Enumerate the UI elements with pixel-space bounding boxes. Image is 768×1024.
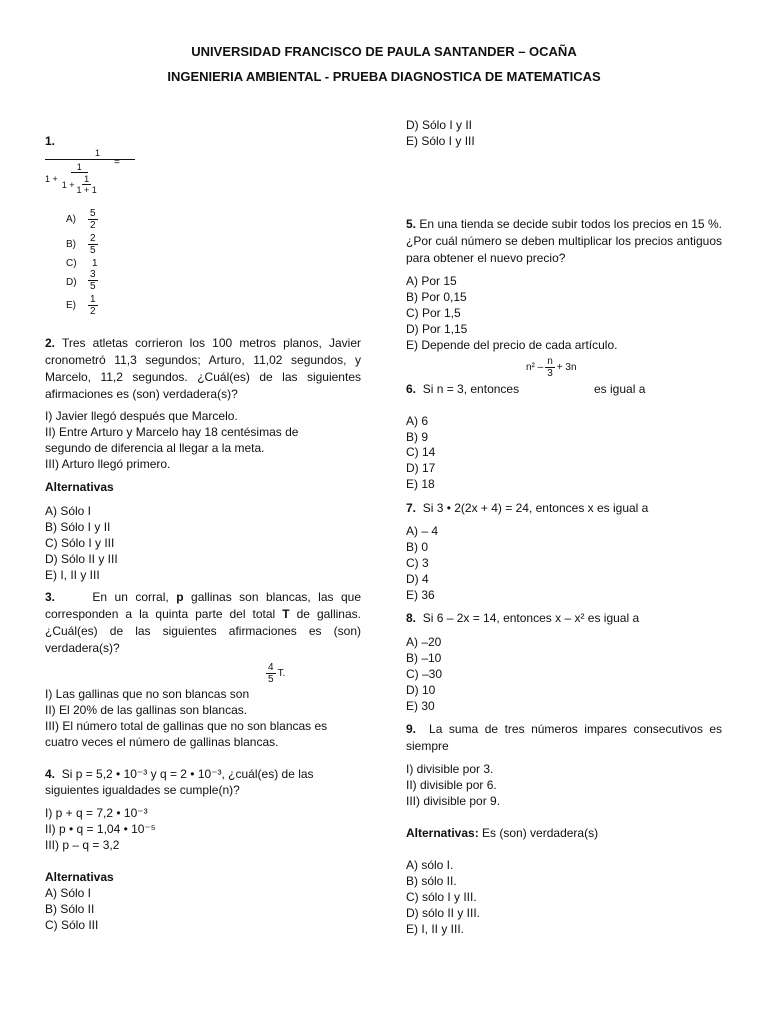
q7-option-c[interactable]: C) 3 xyxy=(406,556,429,570)
q1-option-b[interactable]: B) xyxy=(66,239,76,250)
q2-question: 2. Tres atletas corrieron los 100 metros planos, Javier cronometró 11,3 segundos; Arturo, 11,02 segundos, y Marcelo, 11,2 segundos. ¿Cuál(es) de las siguientes afirmaciones es (son) verdadera(s)? xyxy=(45,336,361,401)
q7-option-d[interactable]: D) 4 xyxy=(406,572,429,586)
q8-question: 8. Si 6 – 2x = 14, entonces x – x² es igual a xyxy=(406,611,640,625)
q1-option-a[interactable]: A) xyxy=(66,214,76,225)
q9-option-a[interactable]: A) sólo I. xyxy=(406,858,454,872)
q2-alternatives-title: Alternativas xyxy=(45,480,114,494)
q3-statement-1: I) Las gallinas que no son blancas son xyxy=(45,687,250,701)
q4-option-c[interactable]: C) Sólo III xyxy=(45,918,99,932)
q9-option-d[interactable]: D) sólo II y III. xyxy=(406,906,481,920)
q2-statement-3: III) Arturo llegó primero. xyxy=(45,457,171,471)
q1-option-d[interactable]: D) xyxy=(66,277,77,288)
q3-statement-3b: cuatro veces el número de gallinas blancas. xyxy=(45,735,279,749)
q2-statement-2b: segundo de diferencia al llegar a la meta. xyxy=(45,441,265,455)
q3-question: 3. En un corral, p gallinas son blancas, las que corresponden a la quinta parte del total T de gallinas. ¿Cuál(es) de las siguientes afirmaciones es (son) verdadera(s)? xyxy=(45,590,362,655)
q5-option-b[interactable]: B) Por 0,15 xyxy=(406,290,467,304)
q4-option-a[interactable]: A) Sólo I xyxy=(45,886,92,900)
q2-option-e[interactable]: E) I, II y III xyxy=(45,568,100,582)
q2-statement-1: I) Javier llegó después que Marcelo. xyxy=(45,409,238,423)
q6-option-c[interactable]: C) 14 xyxy=(406,445,436,459)
q8-option-b[interactable]: B) –10 xyxy=(406,651,442,665)
q8-option-a[interactable]: A) –20 xyxy=(406,635,442,649)
q3-statement-3a: III) El número total de gallinas que no son blancas es xyxy=(45,719,328,733)
q6-option-d[interactable]: D) 17 xyxy=(406,461,436,475)
q4-option-d[interactable]: D) Sólo I y II xyxy=(406,118,473,132)
q3-statement-2: II) El 20% de las gallinas son blancas. xyxy=(45,703,248,717)
q1-option-c[interactable]: C) xyxy=(66,258,77,269)
q8-option-e[interactable]: E) 30 xyxy=(406,699,435,713)
q1-continued-fraction: 1 1 + 1 1 + $\frac{1}{1 + 1}$ xyxy=(45,148,135,195)
q7-question: 7. Si 3 • 2(2x + 4) = 24, entonces x es igual a xyxy=(406,501,649,515)
q5-option-a[interactable]: A) Por 15 xyxy=(406,274,457,288)
q9-option-b[interactable]: B) sólo II. xyxy=(406,874,457,888)
q3-fraction: $\frac{4}{5}$ T. xyxy=(268,662,286,685)
q9-statement-1: I) divisible por 3. xyxy=(406,762,494,776)
header-title: UNIVERSIDAD FRANCISCO DE PAULA SANTANDER – OCAÑA xyxy=(191,44,577,59)
q2-statement-2a: II) Entre Arturo y Marcelo hay 18 centésimas de xyxy=(45,425,299,439)
q6-option-e[interactable]: E) 18 xyxy=(406,477,435,491)
q6-option-a[interactable]: A) 6 xyxy=(406,414,429,428)
q6-question-tail: es igual a xyxy=(594,382,646,396)
q9-option-e[interactable]: E) I, II y III. xyxy=(406,922,465,936)
q1-option-e[interactable]: E) xyxy=(66,300,76,311)
q5-question: 5. En una tienda se decide subir todos los precios en 15 %. ¿Por cuál número se deben multiplicar los precios antiguos para obtener el nuevo precio? xyxy=(406,217,722,265)
q2-option-d[interactable]: D) Sólo II y III xyxy=(45,552,118,566)
q4-statement-3: III) p – q = 3,2 xyxy=(45,838,120,852)
q4-alternatives-title: Alternativas xyxy=(45,870,114,884)
q4-option-b[interactable]: B) Sólo II xyxy=(45,902,95,916)
q7-option-b[interactable]: B) 0 xyxy=(406,540,429,554)
q8-option-c[interactable]: C) –30 xyxy=(406,667,443,681)
q1-number: 1. xyxy=(45,134,56,148)
q8-option-d[interactable]: D) 10 xyxy=(406,683,436,697)
q6-option-b[interactable]: B) 9 xyxy=(406,430,429,444)
q4-question-line2: siguientes igualdades se cumple(n)? xyxy=(45,783,240,797)
q2-option-a[interactable]: A) Sólo I xyxy=(45,504,92,518)
q2-option-b[interactable]: B) Sólo I y II xyxy=(45,520,111,534)
header-subtitle: INGENIERIA AMBIENTAL - PRUEBA DIAGNOSTICA DE MATEMATICAS xyxy=(167,69,601,84)
q5-option-d[interactable]: D) Por 1,15 xyxy=(406,322,468,336)
q4-statement-1: I) p + q = 7,2 • 10⁻³ xyxy=(45,806,148,820)
q5-option-e[interactable]: E) Depende del precio de cada artículo. xyxy=(406,338,618,352)
q4-statement-2: II) p • q = 1,04 • 10⁻⁵ xyxy=(45,822,156,836)
q9-statement-2: II) divisible por 6. xyxy=(406,778,497,792)
q5-option-c[interactable]: C) Por 1,5 xyxy=(406,306,461,320)
q7-option-a[interactable]: A) – 4 xyxy=(406,524,439,538)
q6-question: 6. Si n = 3, entonces xyxy=(406,382,520,396)
q2-option-c[interactable]: C) Sólo I y III xyxy=(45,536,115,550)
q9-option-c[interactable]: C) sólo I y III. xyxy=(406,890,477,904)
q4-question-line1: 4. Si p = 5,2 • 10⁻³ y q = 2 • 10⁻³, ¿cuál(es) de las xyxy=(45,767,314,781)
q9-statement-3: III) divisible por 9. xyxy=(406,794,501,808)
q7-option-e[interactable]: E) 36 xyxy=(406,588,435,602)
q6-expression: n² – $\frac{n}{3}$ + 3n xyxy=(526,356,577,379)
q9-alternatives-title: Alternativas: Es (son) verdadera(s) xyxy=(406,826,599,840)
q4-option-e[interactable]: E) Sólo I y III xyxy=(406,134,475,148)
q9-question: 9. La suma de tres números impares consecutivos es siempre xyxy=(406,722,723,753)
